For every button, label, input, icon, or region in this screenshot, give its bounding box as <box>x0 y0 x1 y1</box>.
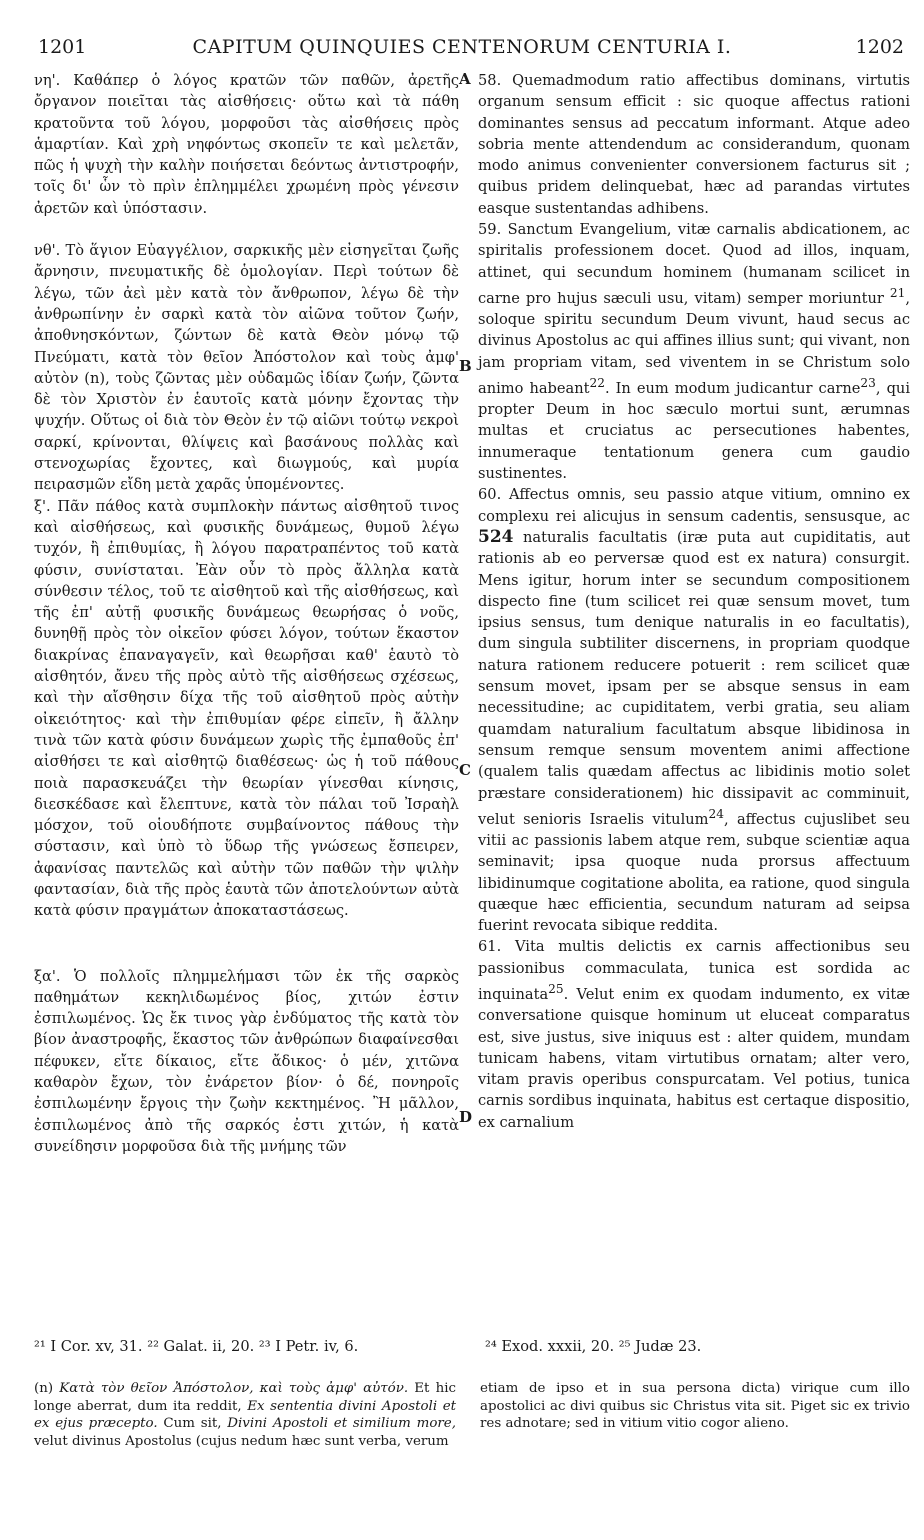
latin-59-text-c: . In eum modum judicantur carne <box>604 379 861 397</box>
footnote-label: (n) <box>34 1381 60 1396</box>
footnote-greek-quote: Κατὰ τὸν θεῖον Ἀπόστολον, καὶ τοὺς ἀμφ' αὐτόν. <box>59 1381 409 1396</box>
latin-60-text-b: naturalis facultatis (iræ puta aut cupiditatis, aut rationis ab eo perversæ quod est ex natura) consurgit. Mens igitur, horum inter se secundum compositionem dispecto fine (tum scilicet rei quæ sensum movet, tum ipsius sensus, tum denique naturalis in eo facultatis), dum singula subtiliter discernens, in propriam quodque natura rationem reducere potuerit : rem scilicet quæ sensum movet, ipsam per se absque sensus in eam necessitudine; ac cupiditatem, verbi gratia, seu aliam quamdam naturalium facultatum absque libidinosa in sensum remque sensum moventem animi affectione (qualem talis quædam affectus ac libidinis motio solet præstare considerationem) hic dissipavit ac comminuit, velut senioris Israelis vitulum <box>478 528 910 828</box>
greek-chapter-61: ξα'. Ὁ πολλοῖς πλημμελήμασι τῶν ἐκ τῆς σαρκὸς παθημάτων κεκηλιδωμένος βίος, χιτών ἐστιν ἐσπιλωμένος. Ὡς ἔκ τινος γὰρ ἐνδύματος τῆς κατὰ τὸν βίον ἀναστροφῆς, ἕκαστος τῶν ἀνθρώπων διαφαίνεσθαι πέφυκεν, εἴτε δίκαιος, εἴτε ἄδικος· ὁ μέν, χιτῶνα καθαρὸν ἔχων, τὸν ἐνάρετον βίον· ὁ δέ, πονηροῖς ἐσπιλωμένην ἔργοις τὴν ζωὴν κεκτημένος. Ἢ μᾶλλον, ἐσπιλωμένος ἀπὸ τῆς σαρκός ἐστι χιτών, ἡ κατὰ συνείδησιν μορφοῦσα διὰ τῆς μνήμης τῶν <box>34 967 459 1155</box>
note-ref-22: 22 <box>589 376 605 391</box>
scripture-notes-left: ²¹ I Cor. xv, 31. ²² Galat. ii, 20. ²³ I Petr. iv, 6. <box>34 1338 359 1355</box>
footnote-continuation: etiam de ipso et in sua persona dicta) virique cum illo apostolici ac divi quibus sic Christus vita sit. Piget sic ex trivio res adnotare; sed in vitium vitio cogor alieno. <box>480 1381 910 1431</box>
greek-column <box>34 70 459 1157</box>
latin-chapter-58: 58. Quemadmodum ratio affectibus dominans, virtutis organum sensum efficit : sic quoque affectus rationi dominantes sensus ad peccatum informant. Atque adeo sobria mente attendendum ac considerandum, quonam modo animus convenienter conversionem facturus sit ; quibus pridem delinquebat, hæc ad parandas virtutes easque sustentandas adhibens. <box>478 72 910 217</box>
page-number-left: 1201 <box>38 36 87 58</box>
section-marker-d: D <box>459 1108 473 1126</box>
greek-chapter-60: ξ'. Πᾶν πάθος κατὰ συμπλοκὴν πάντως αἰσθητοῦ τινος καὶ αἰσθήσεως, καὶ φυσικῆς δυνάμεως, θυμοῦ λέγω τυχόν, ἢ ἐπιθυμίας, ἢ λόγου παρατραπέντος τοῦ κατὰ φύσιν, συνίσταται. Ἐὰν οὖν τὸ πρὸς ἄλληλα κατὰ σύνθεσιν τέλος, τοῦ τε αἰσθητοῦ καὶ τῆς αἰσθήσεως, καὶ τῆς ἐπ' αὐτῇ φυσικῆς δυνάμεως θεωρήσας ὁ νοῦς, δυνηθῇ πρὸς τὸν οἰκεῖον φύσει λόγον, τούτων ἕκαστον διακρίνας ἐπαναγαγεῖν, καὶ θεωρῆσαι καθ' ἑαυτὸ τὸ αἰσθητόν, ἄνευ τῆς πρὸς αὐτὸ τῆς αἰσθήσεως σχέσεως, καὶ τὴν αἴσθησιν δίχα τῆς τοῦ αἰσθητοῦ πρὸς αὐτὴν οἰκειότητος· καὶ τὴν ἐπιθυμίαν φέρε εἰπεῖν, ἢ ἄλλην τινὰ τῶν κατὰ φύσιν δυνάμεων χωρὶς τῆς ἐμπαθοῦς ἐπ' αἰσθήσει τε καὶ αἰσθητῷ διαθέσεως· ὡς ἡ τοῦ πάθους ποιὰ παρασκευάζει τὴν θεωρίαν γίνεσθαι κίνησις, διεσκέδασε καὶ ἔλεπτυνε, κατὰ τὸν πάλαι τοῦ Ἰσραὴλ μόσχον, τοῦ οἱουδήποτε συμβαίνοντος πάθους τὴν σύστασιν, καὶ ὑπὸ τὸ ὕδωρ τῆς γνώσεως ἔσπειρεν, ἀφανίσας παντελῶς καὶ αὐτὴν τῶν παθῶν τὴν ψιλὴν φαντασίαν, διὰ τῆς πρὸς ἑαυτὰ τῶν ἀποτελούντων αὐτὰ κατὰ φύσιν πραγμάτων ἀποκαταστάσεως. <box>34 497 459 920</box>
latin-chapter-60 <box>478 484 910 936</box>
footnote-right <box>480 1380 910 1433</box>
note-ref-21: 21 <box>889 285 906 300</box>
running-title: CAPITUM QUINQUIES CENTENORUM CENTURIA I. <box>192 36 732 58</box>
footnote-left <box>34 1380 456 1450</box>
footnote-correction: Divini Apostoli et similium more, <box>227 1416 456 1431</box>
section-marker-a: A <box>459 70 471 88</box>
note-ref-23: 23 <box>860 376 876 391</box>
latin-chapter-61 <box>478 936 910 1133</box>
greek-chapter-59: νθ'. Τὸ ἅγιον Εὐαγγέλιον, σαρκικῆς μὲν εἰσηγεῖται ζωῆς ἄρνησιν, πνευματικῆς δὲ ὁμολογίαν. Περὶ τούτων δὲ λέγω, τῶν ἀεὶ μὲν κατὰ τὸν ἄνθρωπον, λέγω δὲ τὴν ἀνθρωπίνην ἐν σαρκὶ κατὰ τὸν αἰῶνα τοῦτον ζωήν, ἀποθνησκόντων, ζώντων δὲ κατὰ Θεὸν μόνῳ τῷ Πνεύματι, κατὰ τὸν θεῖον Ἀπόστολον καὶ τοὺς ἀμφ' αὐτὸν (n), τοὺς ζῶντας μὲν οὐδαμῶς ἰδίαν ζωήν, ζῶντα δὲ τὸν Χριστὸν ἐν ἑαυτοῖς κατὰ μόνην ἔχοντας τὴν ψυχήν. Οὕτως οἱ διὰ τὸν Θεὸν ἐν τῷ αἰῶνι τούτῳ νεκροὶ σαρκί, κρίνονται, θλίψεις καὶ βασάνους πολλὰς καὶ στενοχωρίας ἔχοντες, καὶ διωγμούς, καὶ μυρία πειρασμῶν εἴδη μετὰ χαρᾶς ὑπομένοντες. <box>34 242 459 494</box>
column-number: 524 <box>478 526 514 547</box>
footnote-text-g: velut divinus Apostolus (cujus nedum hæc sunt verba, verum <box>34 1433 449 1449</box>
note-ref-24: 24 <box>708 806 724 821</box>
latin-column <box>478 70 910 1133</box>
scripture-notes-right: ²⁴ Exod. xxxii, 20. ²⁵ Judæ 23. <box>485 1338 702 1355</box>
latin-61-text-a: 61. Vita multis delictis ex carnis affectionibus seu passionibus commaculata, tunica est sordida ac inquinata <box>478 938 910 1003</box>
footnote-latin-quote: Ex sententia divini Apostoli et ex ejus præcepto. <box>34 1398 456 1431</box>
page-header <box>0 36 924 66</box>
latin-60-text-c: , affectus cujuslibet seu vitii ac passionis labem atque rem, subque scientiæ aqua seminavit; ipsa quoque nuda prorsus affectuum libidinumque cogitatione abolita, ea ratione, quod singula quæque hæc efficientia, secundum naturam ad seipsa fuerint revocata sibique reddita. <box>478 810 910 935</box>
section-marker-c: C <box>459 761 471 779</box>
latin-59-text-a: 59. Sanctum Evangelium, vitæ carnalis abdicationem, ac spiritalis professionem docet. Quod ad illos, inquam, attinet, qui secundum hominem (humanam scilicet in carne pro hujus sæculi usu, vitam) semper moriuntur <box>478 221 910 307</box>
page-number-right: 1202 <box>855 36 904 58</box>
note-ref-25: 25 <box>548 982 564 997</box>
latin-61-text-b: . Velut enim ex quodam indumento, ex vitæ conversatione quisque hominum ut eluceat comparatus est, sive justus, sive iniquus est : alter quidem, mundam tunicam habens, vitam virtutibus ornatam; alter vero, vitam pravis operibus conspurcatam. Vel potius, tunica carnis sordibus inquinata, habitus est certaque dispositio, ex carnalium <box>478 985 910 1131</box>
section-marker-b: B <box>459 357 472 375</box>
footnote-text-c: Et hic longe aberrat, dum ita reddit, <box>34 1381 456 1414</box>
greek-chapter-58: νη'. Καθάπερ ὁ λόγος κρατῶν τῶν παθῶν, ἀρετῆς ὄργανον ποιεῖται τὰς αἰσθήσεις· οὕτω καὶ τὰ πάθη κρατοῦντα τοῦ λόγου, μορφοῦσι τὰς αἰσθήσεις πρὸς ἁμαρτίαν. Καὶ χρὴ νηφόντως σκοπεῖν τε καὶ μελετᾶν, πῶς ἡ ψυχὴ τὴν καλὴν ποιήσεται δεόντως ἀντιστροφήν, τοῖς δι' ὧν τὸ πρὶν ἐπλημμέλει χρωμένη πρὸς γένεσιν ἀρετῶν καὶ ὑπόστασιν. <box>34 72 459 217</box>
latin-chapter-59 <box>478 219 910 484</box>
latin-59-text-d: , qui propter Deum in hoc sæculo mortui sunt, ærumnas multas et cruciatus ac persecutiones habentes, innumeraque tentationum genera cum gaudio sustinentes. <box>478 379 910 483</box>
footnote-text-e: Cum sit, <box>157 1416 228 1431</box>
latin-60-text-a: 60. Affectus omnis, seu passio atque vitium, omnino ex complexu rei alicujus in sensum cadentis, sensusque, ac <box>478 486 910 525</box>
latin-59-text-b: , soloque spiritu secundum Deum vivunt, haud secus ac divinus Apostolus ac qui affines illius sunt; qui vivant, non jam propriam vitam, sed viventem in se Christum solo animo habeant <box>478 289 910 397</box>
